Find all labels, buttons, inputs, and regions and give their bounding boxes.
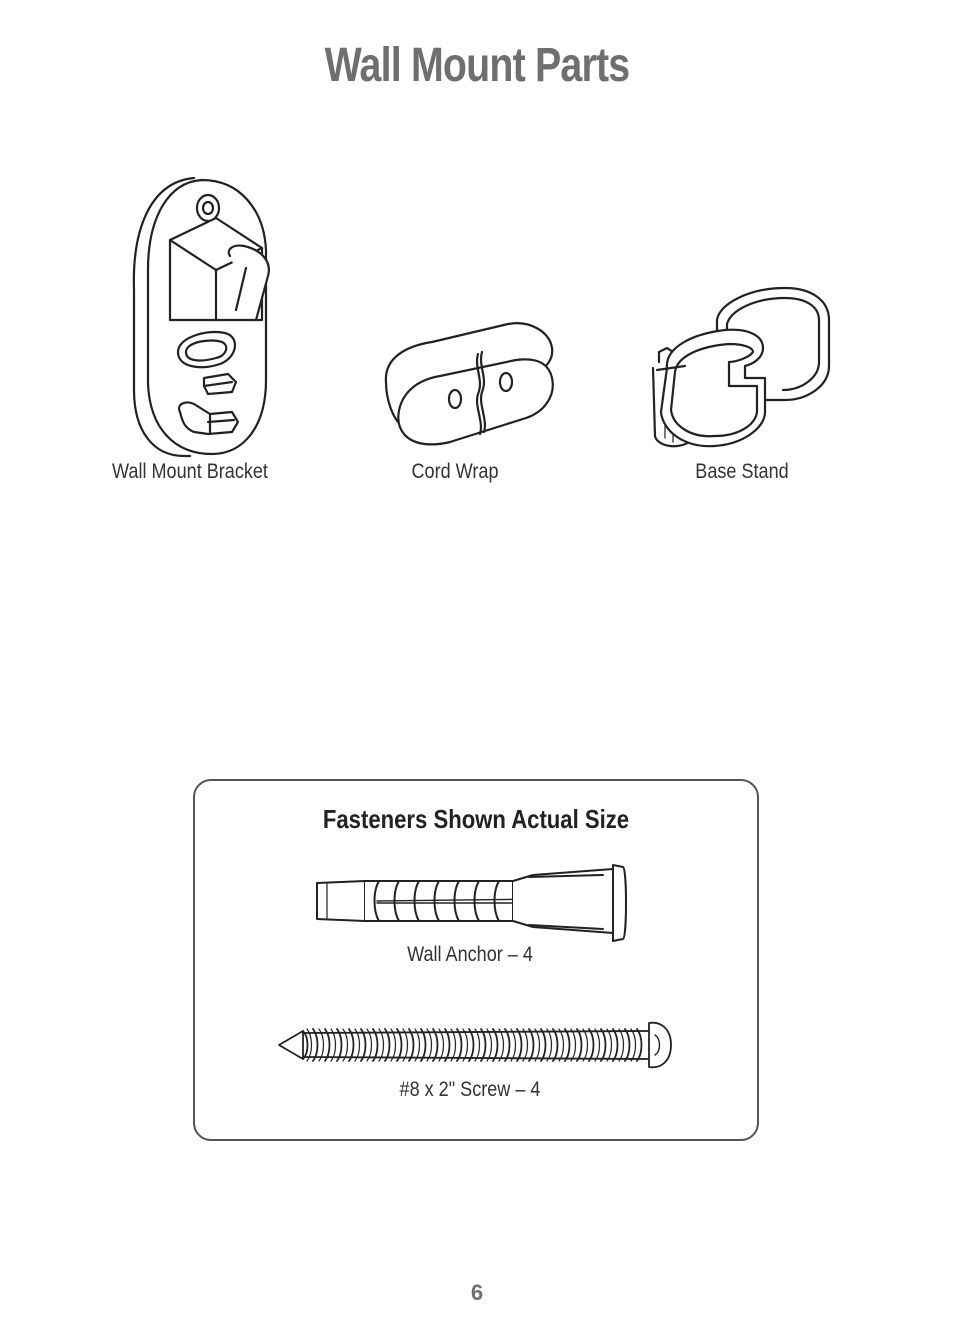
part-caption: Wall Mount Bracket: [112, 460, 268, 483]
fastener-caption: Wall Anchor – 4: [407, 943, 533, 966]
part-cord-wrap: [380, 318, 560, 483]
part-base-stand: [645, 282, 835, 483]
screw-icon: [277, 1015, 677, 1075]
cord-wrap-icon: [380, 318, 560, 458]
wall-anchor-icon: [313, 863, 631, 943]
page-number: 6: [470, 1280, 484, 1305]
fasteners-panel: [193, 779, 759, 1141]
fasteners-title: Fasteners Shown Actual Size: [322, 804, 630, 834]
base-stand-icon: [645, 282, 835, 462]
fastener-caption: #8 x 2" Screw – 4: [399, 1078, 541, 1101]
page-title: Wall Mount Parts: [324, 39, 630, 92]
part-wall-mount-bracket: [112, 170, 280, 483]
part-caption: Base Stand: [695, 460, 789, 483]
part-caption: Cord Wrap: [411, 460, 499, 483]
wall-mount-bracket-icon: [120, 170, 280, 460]
